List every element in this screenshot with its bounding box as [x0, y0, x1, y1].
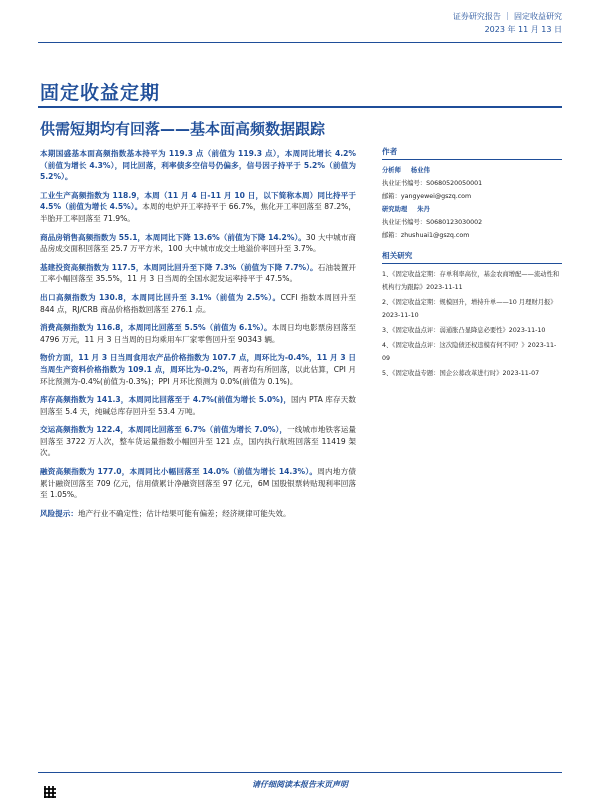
related-research-link[interactable]: 3、《固定收益点评：弱通胀凸显降息必要性》2023-11-10 — [382, 327, 546, 334]
author-name: 朱丹 — [417, 206, 430, 213]
author-cert: 执业证书编号：S0680123030002 — [382, 219, 483, 226]
related-research-link[interactable]: 4、《固定收益点评：这次隐债还权违模有何不同？》2023-11-09 — [382, 342, 557, 362]
paragraph-highlight: 本期国盛基本面高频指数基本持平为 119.3 点（前值为 119.3 点），本周同比增长 4.2%（前值为增长 4.3%），同比回落，利率债多空信号仍偏多，信号因子持平于 5.2%（前值为 5.2%）。 — [40, 149, 356, 182]
related-list — [382, 268, 562, 380]
author-email[interactable]: 邮箱：zhushuai1@gszq.com — [382, 232, 470, 239]
author-name-line — [382, 203, 562, 216]
author-heading: 作者 — [382, 146, 562, 160]
report-type: 证券研究报告 ｜ 固定收益研究 — [452, 12, 562, 21]
main-content — [40, 148, 356, 526]
author-name: 分析师 — [382, 167, 401, 174]
summary-paragraph — [40, 508, 356, 520]
paragraph-text: 本周的电炉开工率持平于 66.7%，焦化开工率回落至 87.2%，半胎开工率回落至 71.9%。 — [40, 202, 356, 223]
paragraph-highlight: 出口高频指数为 130.8，本周同比回升至 3.1%（前值为 2.5%）。 — [40, 292, 281, 302]
summary-paragraph — [40, 394, 356, 417]
paragraph-text: 石油装置开工率小幅回落至 35.5%，11 月 3 日当周的全国水泥发运率持平于 47.5%。 — [40, 262, 356, 284]
summary-paragraph — [40, 466, 356, 501]
paragraph-text: 周内地方债累计融资回落至 709 亿元，信用债累计净融资回落至 97 亿元，6M 国股银票转贴现利率回落至 1.05%。 — [40, 467, 356, 500]
author-name: 杨业伟 — [410, 167, 430, 174]
related-heading: 相关研究 — [382, 250, 562, 264]
sidebar — [382, 146, 562, 382]
summary-paragraph — [40, 322, 356, 345]
paragraph-highlight: 融资高频指数为 177.0，本周同比小幅回落至 14.0%（前值为增长 14.3%）。 — [40, 467, 318, 477]
paragraph-highlight: 交运高频指数为 122.4，本周同比回落至 6.7%（前值为增长 7.0%）， — [40, 425, 288, 435]
paragraph-text: 地产行业不确定性；估计结果可能有偏差；经济规律可能失效。 — [77, 508, 291, 518]
paragraph-highlight: 物价方面，11 月 3 日当周食用农产品价格指数为 107.7 点，周环比为-0.4%，11 月 3 日当周生产资料价格指数为 109.1 点，周环比为-0.2%， — [40, 353, 356, 374]
author-list — [382, 164, 562, 242]
summary-paragraph — [40, 232, 356, 255]
author-email[interactable]: 邮箱：yangyewei@gszq.com — [382, 193, 472, 200]
summary-paragraph — [40, 292, 356, 315]
related-research-link[interactable]: 1、《固定收益定期：存单利率高位，基金农商增配——流动性和机构行为跟踪》2023-11-11 — [382, 271, 560, 291]
paragraph-text: 本周日均电影票房回落至 4796 万元，11 月 3 日当周的日均乘用车厂家零售回升至 90343 辆。 — [40, 323, 356, 344]
author-cert: 执业证书编号：S0680520050001 — [382, 180, 483, 187]
footer-disclaimer: 请仔细阅读本报告末页声明 — [252, 780, 348, 789]
paragraph-highlight: 库存高频指数为 141.3，本周同比回落至于 4.7%(前值为增长 5.0%)， — [40, 395, 292, 405]
paragraph-text: 30 大中城市商品房成交面积回落至 25.7 万平方米，100 大中城市成交土地溢价率回升至 3.7%。 — [40, 232, 356, 254]
header-divider — [38, 42, 562, 43]
paragraph-highlight: 消费高频指数为 116.8，本周同比回落至 5.5%（前值为 6.1%）。 — [40, 323, 272, 333]
summary-paragraph — [40, 190, 356, 225]
summary-paragraph — [40, 352, 356, 387]
paragraph-text: CCFI 指数本周回升至 844 点，RJ/CRB 商品价格指数回落至 276.1 点。 — [40, 292, 356, 314]
summary-paragraph — [40, 262, 356, 285]
paragraph-text: 一线城市地铁客运量回落至 3722 万人次，整车货运量指数小幅回升至 121 点，国内执行航班回落至 11419 架次。 — [40, 425, 356, 458]
paragraph-highlight: 工业生产高频指数为 118.9，本周（11 月 4 日-11 月 10 日，以下简称本周）同比持平于 4.5%（前值为增长 4.5%）。 — [40, 190, 356, 212]
related-research-link[interactable]: 5、《固定收益专题：国企公募改革进行时》2023-11-07 — [382, 370, 540, 377]
author-name-line — [382, 164, 562, 177]
paragraph-highlight: 商品房销售高频指数为 55.1，本周同比下降 13.6%（前值为下降 14.2%）。 — [40, 232, 306, 242]
report-date: 2023 年 11 月 13 日 — [484, 25, 562, 34]
paragraph-text: 国内 PTA 库存天数回落至 5.4 天，纯碱总库存回升至 53.4 万吨。 — [40, 395, 356, 416]
header-right — [453, 10, 562, 36]
report-title: 供需短期均有回落——基本面高频数据跟踪 — [40, 120, 326, 138]
author-name: 研究助理 — [382, 206, 408, 213]
summary-paragraph — [40, 148, 356, 183]
title-divider — [38, 106, 562, 108]
page-title: 固定收益定期 — [40, 82, 161, 104]
footer-divider — [38, 772, 562, 773]
summary-paragraph — [40, 424, 356, 459]
paragraph-highlight: 基建投资高频指数为 117.5，本周同比回升至下降 7.3%（前值为下降 7.7%）。 — [40, 262, 318, 272]
related-research-link[interactable]: 2、《固定收益定期：规模回升，增持升单——10 月理财月报》2023-11-10 — [382, 299, 557, 319]
paragraph-highlight: 风险提示： — [40, 508, 78, 518]
paragraph-text: 两者均有所回落，以此估算，CPI 月环比预测为-0.4%(前值为-0.3%)；PPI 月环比预测为 0.0%(前值为 0.1%)。 — [40, 364, 356, 386]
